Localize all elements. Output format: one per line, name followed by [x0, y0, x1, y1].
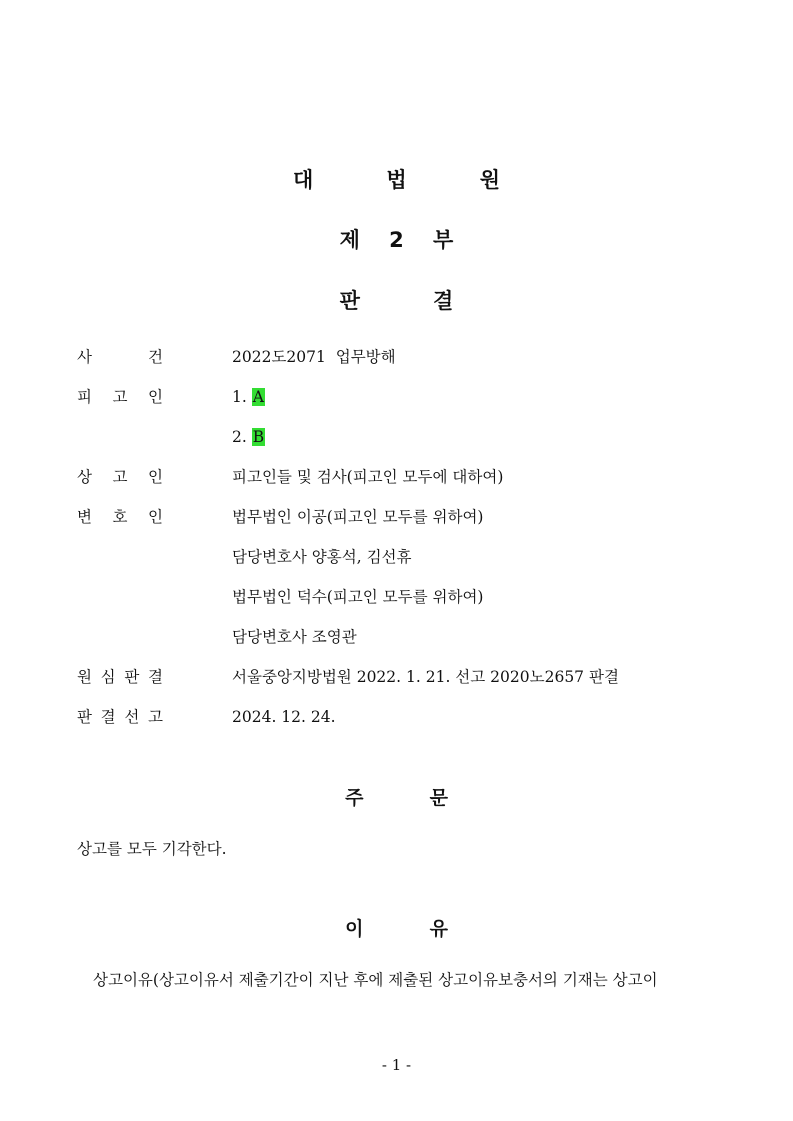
counsel-row-4: [0, 625, 793, 649]
sentence-date-label: 판 결 선 고: [77, 708, 163, 726]
defendant-2-name: B: [252, 428, 265, 446]
order-heading: 주 문: [345, 787, 448, 809]
page-number: - 1 -: [381, 1056, 412, 1074]
case-row: [0, 345, 793, 369]
order-text: 상고를 모두 기각한다.: [77, 840, 227, 858]
defendant-row: [0, 385, 793, 409]
case-label: 사 건: [77, 348, 163, 366]
defendant-1: 1. A: [232, 388, 264, 406]
counsel-line-1: 법무법인 이공(피고인 모두를 위하여): [232, 508, 484, 526]
counsel-line-3: 법무법인 덕수(피고인 모두를 위하여): [232, 588, 484, 606]
lower-judgment-row: [0, 665, 793, 689]
counsel-line-2: 담당변호사 양홍석, 김선휴: [232, 548, 412, 566]
counsel-row-2: [0, 545, 793, 569]
appellant-value: 피고인들 및 검사(피고인 모두에 대하여): [232, 468, 504, 486]
division-name: 제 2 부: [339, 228, 454, 252]
lower-judgment-value: 서울중앙지방법원 2022. 1. 21. 선고 2020노2657 판결: [232, 668, 619, 686]
counsel-row-3: [0, 585, 793, 609]
case-number: 2022도2071 업무방해: [232, 348, 396, 366]
counsel-row: [0, 505, 793, 529]
sentence-date-row: [0, 705, 793, 729]
defendant-row-2: [0, 425, 793, 449]
document-type: 판 결: [339, 289, 454, 313]
appellant-label: 상 고 인: [77, 468, 163, 486]
court-name: 대 법 원: [292, 168, 501, 192]
defendant-1-name: A: [252, 388, 264, 406]
sentence-date-value: 2024. 12. 24.: [232, 708, 336, 726]
reasons-text: 상고이유(상고이유서 제출기간이 지난 후에 제출된 상고이유보충서의 기재는 상고이: [93, 971, 658, 989]
reasons-heading: 이 유: [345, 918, 448, 940]
appellant-row: [0, 465, 793, 489]
defendant-2: 2. B: [232, 428, 265, 446]
counsel-label: 변 호 인: [77, 508, 163, 526]
lower-judgment-label: 원 심 판 결: [77, 668, 163, 686]
counsel-line-4: 담당변호사 조영관: [232, 628, 357, 646]
defendant-label: 피 고 인: [77, 388, 163, 406]
